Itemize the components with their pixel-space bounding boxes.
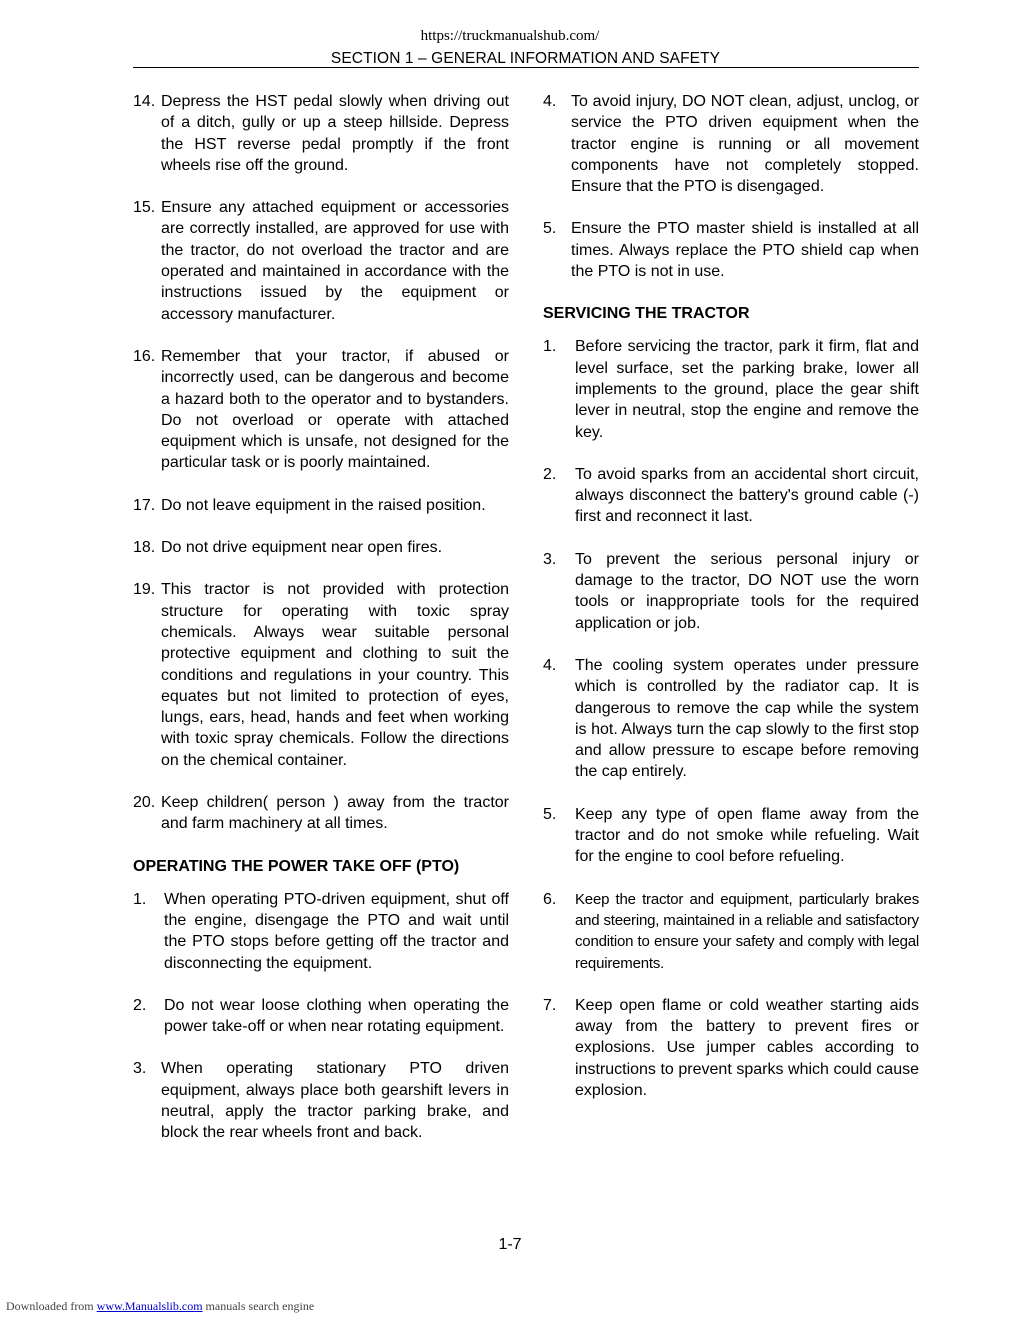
list-item	[133, 537, 509, 558]
list-item	[543, 655, 919, 783]
left-column	[133, 91, 509, 1165]
item-number: 16.	[133, 347, 156, 365]
servicing-heading: SERVICING THE TRACTOR	[543, 305, 750, 323]
list-item	[133, 995, 509, 1038]
item-number: 1.	[543, 338, 557, 356]
list-item	[133, 889, 509, 974]
item-text: To avoid sparks from an accidental short circuit, always disconnect the battery's ground cable (-) first and reconnect it last.	[575, 465, 919, 526]
item-number: 19.	[133, 581, 156, 599]
list-item	[543, 336, 919, 442]
list-item	[543, 464, 919, 528]
list-item	[133, 346, 509, 474]
item-text: Keep the tractor and equipment, particularly brakes and steering, maintained in a reliable and satisfactory condition to ensure your safety and comply with legal requirements.	[575, 890, 919, 972]
list-item	[133, 792, 509, 835]
item-number: 4.	[543, 93, 557, 110]
item-text: Depress the HST pedal slowly when driving out of a ditch, gully or up a steep hillside. Depress the HST reverse pedal promptly if the front wheels rise off the ground.	[161, 93, 509, 174]
item-number: 14.	[133, 93, 156, 110]
footer-link[interactable]: www.Manualslib.com	[96, 1299, 203, 1313]
item-text: To avoid injury, DO NOT clean, adjust, unclog, or service the PTO driven equipment when the tractor engine is running or all movement components have not completely stopped. Ensure that the PTO is disengaged.	[571, 93, 919, 196]
item-number: 17.	[133, 496, 156, 514]
item-number: 3.	[133, 1060, 147, 1078]
item-text: Do not wear loose clothing when operating the power take-off or when near rotating equipment.	[164, 996, 509, 1036]
item-text: When operating PTO-driven equipment, shut off the engine, disengage the PTO and wait until the PTO stops before getting off the tractor and disconnecting the equipment.	[164, 890, 509, 972]
footer-prefix: Downloaded from	[6, 1299, 94, 1313]
footer	[6, 1299, 314, 1314]
item-text: Ensure any attached equipment or accessories are correctly installed, are approved for use with the tractor, do not overload the tractor and are operated and maintained in accordance with the instructions issued by the equipment or accessory manufacturer.	[161, 199, 509, 323]
item-number: 15.	[133, 199, 156, 217]
item-text: This tractor is not provided with protection structure for operating with toxic spray chemicals. Always wear suitable personal protective equipment and clothing to suit the conditions and regulations in your country. This equates but not limited to protection of eyes, lungs, ears, head, hands and feet when working with toxic spray chemicals. Follow the directions on the chemical container.	[161, 581, 509, 769]
item-number: 4.	[543, 656, 557, 674]
list-item	[133, 495, 509, 516]
pto-heading: OPERATING THE POWER TAKE OFF (PTO)	[133, 857, 460, 875]
item-number: 3.	[543, 550, 557, 568]
item-number: 18.	[133, 539, 156, 557]
right-column	[543, 91, 919, 1122]
item-number: 2.	[133, 996, 147, 1014]
list-item	[133, 579, 509, 771]
footer-suffix: manuals search engine	[205, 1299, 315, 1313]
list-item	[543, 91, 919, 197]
header-rule	[133, 67, 919, 68]
item-number: 2.	[543, 465, 557, 483]
item-text: When operating stationary PTO driven equipment, always place both gearshift levers in neutral, apply the tractor parking brake, and block the rear wheels front and back.	[161, 1060, 509, 1142]
list-item	[543, 804, 919, 868]
list-item	[543, 995, 919, 1101]
item-number: 5.	[543, 220, 557, 238]
item-text: The cooling system operates under pressure which is controlled by the radiator cap. It is dangerous to remove the cap while the system is hot. Always turn the cap slowly to the first stop and allow pressure to escape before removing the cap entirely.	[575, 656, 919, 781]
header-url: https://truckmanualshub.com/	[420, 28, 600, 44]
list-item	[543, 889, 919, 974]
item-text: Ensure the PTO master shield is installed at all times. Always replace the PTO shield cap when the PTO is not in use.	[571, 220, 919, 281]
list-item	[543, 218, 919, 282]
section-title: SECTION 1 – GENERAL INFORMATION AND SAFETY	[330, 50, 721, 67]
list-item	[133, 197, 509, 325]
item-number: 1.	[133, 890, 147, 908]
item-text: Do not drive equipment near open fires.	[161, 539, 443, 557]
item-text: Keep children( person ) away from the tractor and farm machinery at all times.	[161, 794, 509, 833]
page-number: 1-7	[498, 1236, 522, 1253]
item-text: Keep any type of open flame away from the tractor and do not smoke while refueling. Wait for the engine to cool before refueling.	[575, 805, 919, 866]
item-number: 20.	[133, 794, 156, 812]
item-number: 7.	[543, 996, 557, 1014]
list-item	[133, 1058, 509, 1143]
list-item	[543, 549, 919, 634]
item-number: 6.	[543, 890, 557, 908]
item-number: 5.	[543, 805, 557, 823]
item-text: Remember that your tractor, if abused or incorrectly used, can be dangerous and become a hazard both to the operator and to bystanders. Do not overload or operate with attached equipment which is unsafe, not designed for the particular task or is poorly maintained.	[161, 347, 509, 472]
list-item	[133, 91, 509, 176]
item-text: To prevent the serious personal injury or damage to the tractor, DO NOT use the worn tools or inappropriate tools for the required application or job.	[575, 550, 919, 632]
item-text: Before servicing the tractor, park it firm, flat and level surface, set the parking brake, lower all implements to the ground, place the gear shift lever in neutral, stop the engine and remove the key.	[575, 338, 919, 441]
item-text: Keep open flame or cold weather starting aids away from the battery to prevent fires or explosions. Use jumper cables according to instructions to prevent sparks which could cause explosion.	[575, 996, 919, 1099]
item-text: Do not leave equipment in the raised position.	[161, 496, 486, 514]
